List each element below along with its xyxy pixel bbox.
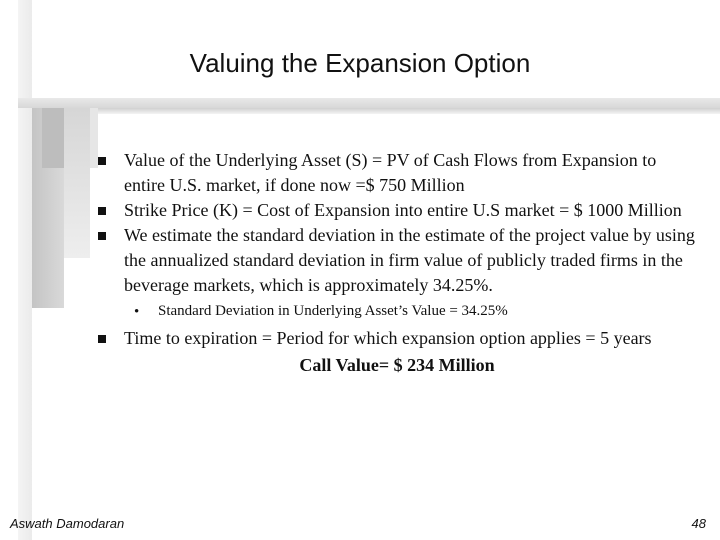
bullet-item [96, 223, 696, 298]
decorative-top-bar [18, 98, 720, 108]
decorative-left-block-light [64, 108, 90, 258]
bullet-text: Strike Price (K) = Cost of Expansion into entire U.S market = $ 1000 Million [124, 200, 682, 220]
decorative-left-stripe [18, 0, 32, 540]
sub-bullet-item [96, 300, 696, 322]
footer-author: Aswath Damodaran [10, 516, 125, 531]
dot-bullet-icon: • [134, 304, 140, 320]
bullet-text: We estimate the standard deviation in the estimate of the project value by using the annualized standard deviation in firm value of publicly traded firms in the beverage markets, which is approximately 34.25%. [124, 225, 695, 295]
square-bullet-icon [98, 207, 106, 215]
bullet-text: Time to expiration = Period for which expansion option applies = 5 years [124, 328, 652, 348]
bullet-item [96, 326, 696, 351]
square-bullet-icon [98, 232, 106, 240]
decorative-left-block-dark [42, 108, 64, 168]
slide-title: Valuing the Expansion Option [189, 48, 531, 78]
decorative-top-bar-shadow [60, 108, 720, 114]
square-bullet-icon [98, 157, 106, 165]
sub-bullet-text: Standard Deviation in Underlying Asset’s Value = 34.25% [158, 303, 508, 319]
page-number: 48 [691, 516, 706, 531]
call-value: Call Value= $ 234 Million [299, 355, 495, 375]
square-bullet-icon [98, 335, 106, 343]
slide-content [96, 148, 696, 378]
bullet-text: Value of the Underlying Asset (S) = PV of Cash Flows from Expansion to entire U.S. market, if done now =$ 750 Million [124, 150, 657, 195]
bullet-item [96, 198, 696, 223]
bullet-item [96, 148, 696, 198]
